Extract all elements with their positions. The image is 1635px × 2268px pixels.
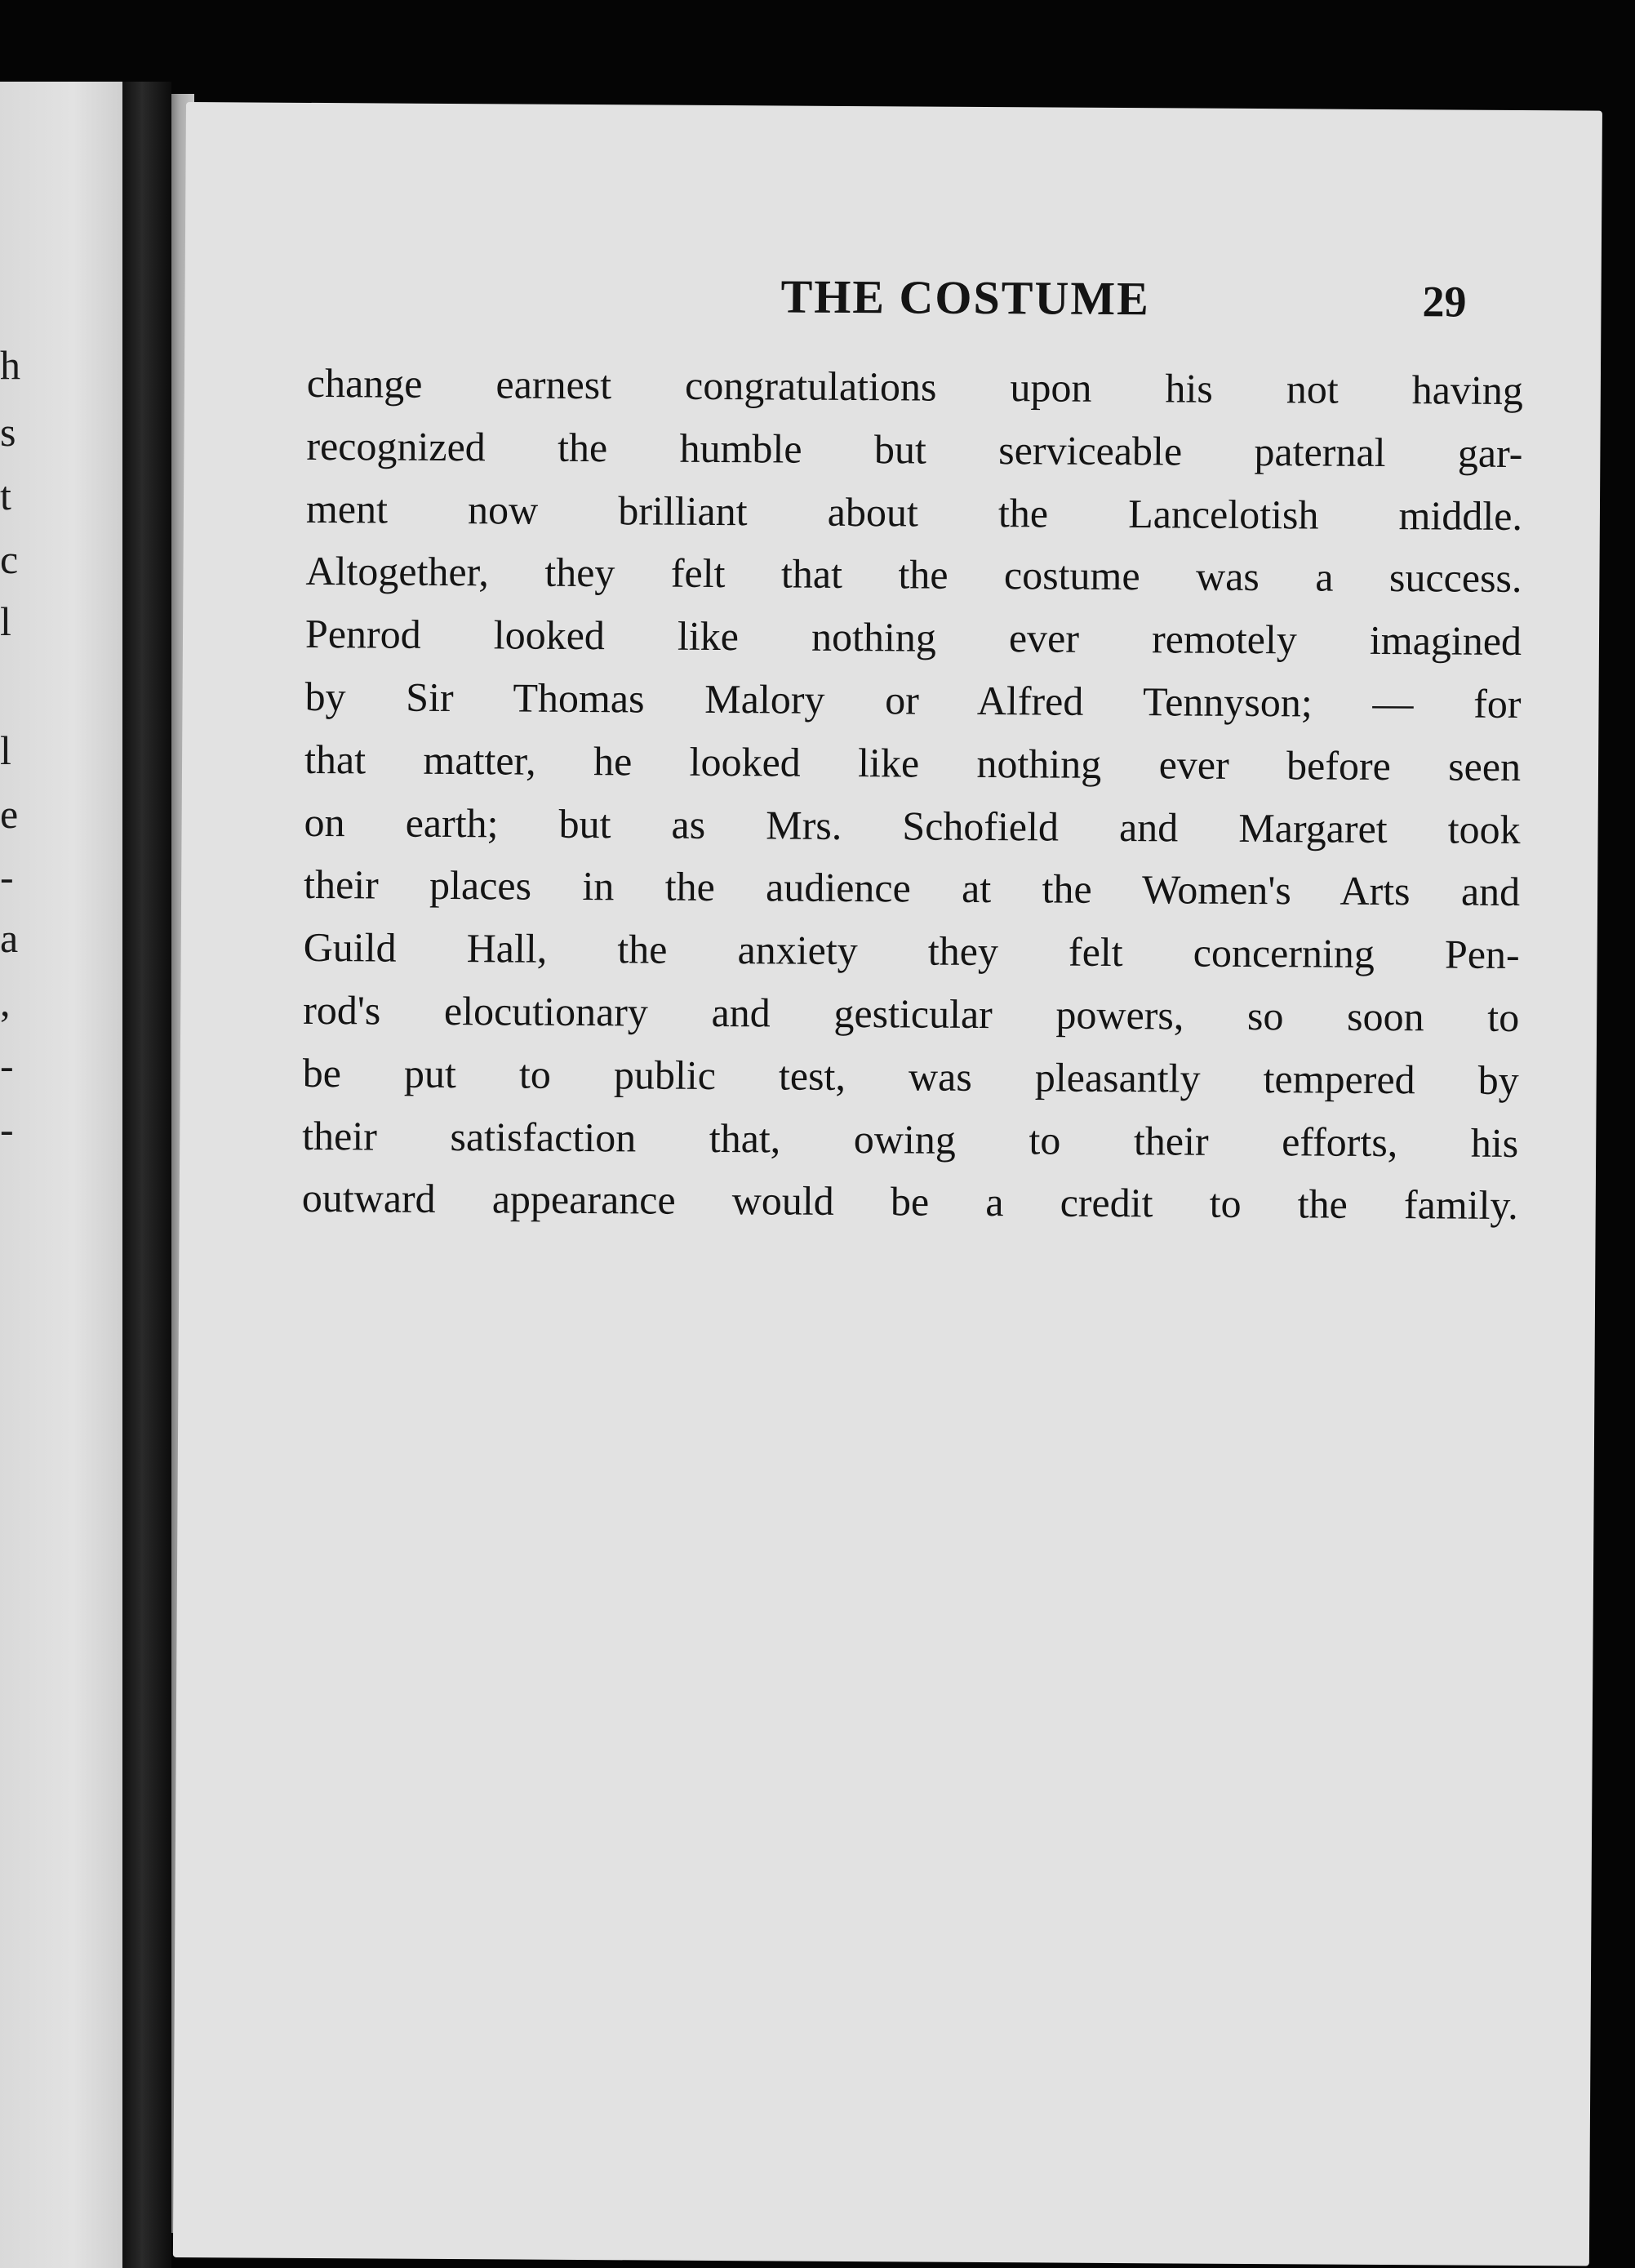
facing-page-letter: t [0, 473, 11, 518]
facing-page-letter: l [0, 598, 11, 644]
text-line: rod's elocutionary and gesticular powers, so soon to [303, 986, 1520, 1040]
facing-page-letter: , [0, 979, 11, 1025]
facing-page-letter: c [0, 536, 19, 582]
text-line: their places in the audience at the Women's Arts and [303, 861, 1521, 915]
facing-page-edge [0, 82, 122, 2268]
facing-page-letter: l [0, 727, 11, 773]
text-line: their satisfaction that, owing to their efforts, his [302, 1112, 1519, 1166]
running-head [323, 266, 1499, 339]
facing-page-letter: - [0, 1043, 14, 1088]
book-page [173, 102, 1602, 2266]
facing-page-letter: e [0, 791, 19, 837]
text-line: change earnest congratulations upon his not having [306, 359, 1524, 414]
text-line: Guild Hall, the anxiety they felt concerning Pen- [303, 924, 1520, 978]
text-line: by Sir Thomas Malory or Alfred Tennyson; — for [304, 673, 1522, 727]
text-line: Penrod looked like nothing ever remotely imagined [304, 611, 1522, 665]
text-line: that matter, he looked like nothing ever before seen [304, 736, 1522, 789]
book-gutter [122, 82, 171, 2268]
text-line: ment now brilliant about the Lancelotish middle. [305, 485, 1523, 539]
body-text [302, 352, 1524, 1237]
text-line: Altogether, they felt that the costume was a success. [305, 548, 1522, 602]
facing-page-letter: - [0, 1106, 14, 1152]
text-line: on earth; but as Mrs. Schofield and Margaret took [304, 798, 1521, 852]
facing-page-letter: h [0, 342, 20, 388]
facing-page-letter: - [0, 854, 14, 900]
facing-page-letter: a [0, 915, 19, 961]
page-number: 29 [1422, 277, 1467, 327]
text-line: outward appearance would be a credit to the family. [301, 1175, 1518, 1229]
text-line: be put to public test, was pleasantly tempered by [302, 1049, 1519, 1103]
facing-page-letter: s [0, 409, 16, 455]
text-line: recognized the humble but serviceable paternal gar- [306, 422, 1523, 476]
chapter-running-title: THE COSTUME [780, 269, 1151, 326]
